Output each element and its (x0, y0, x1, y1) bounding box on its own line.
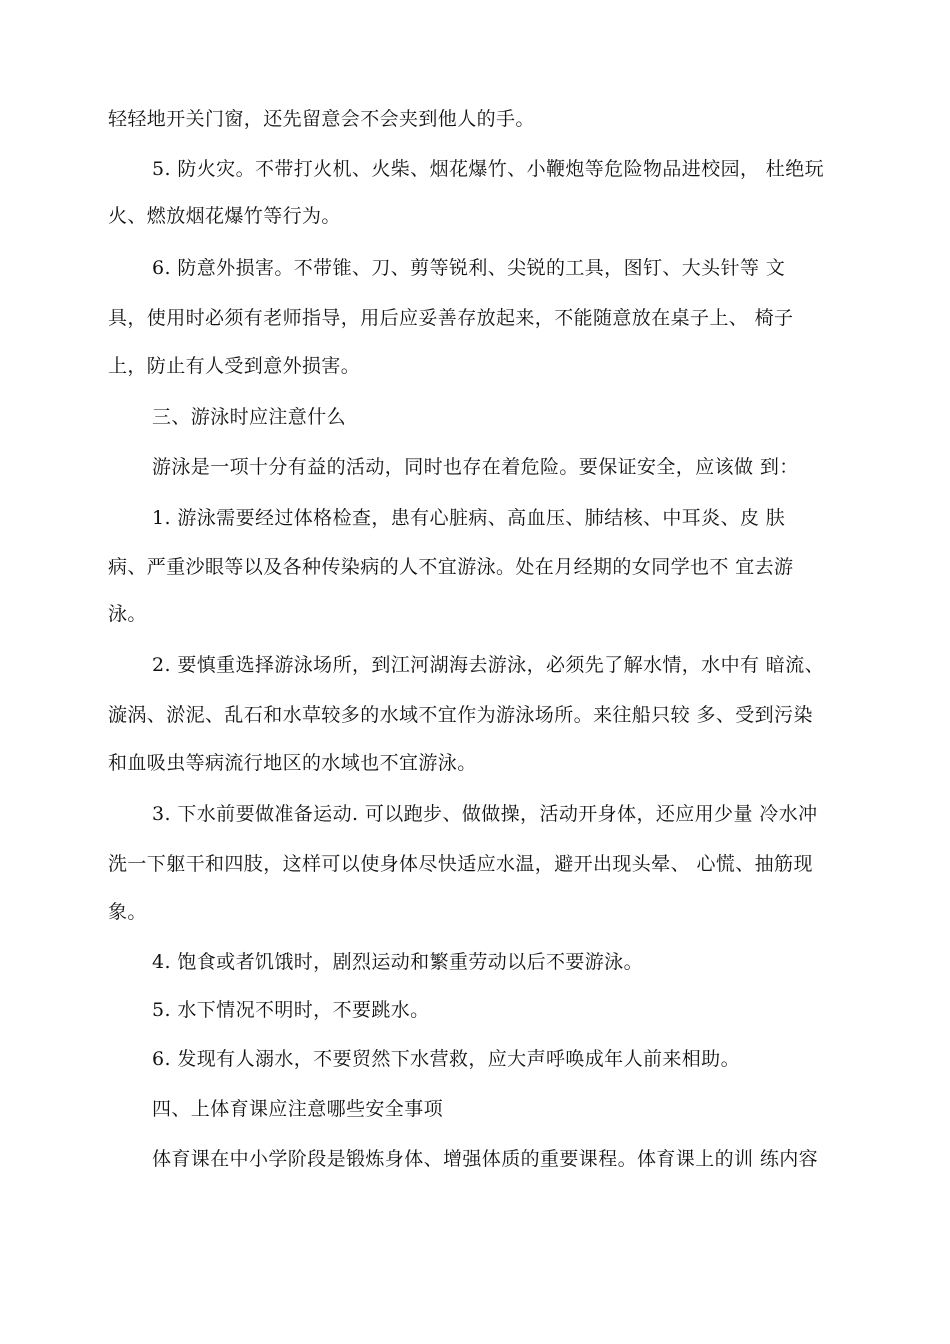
section-heading-swimming: 三、游泳时应注意什么 (152, 406, 347, 428)
list-item-fire-prevention: 5. 防火灾。不带打火机、火柴、烟花爆竹、小鞭炮等危险物品进校园， 杜绝玩 (152, 158, 825, 180)
paragraph-line: 病、严重沙眼等以及各种传染病的人不宜游泳。处在月经期的女同学也不 宜去游 (108, 556, 794, 578)
list-item-swim-6: 6. 发现有人溺水，不要贸然下水营救，应大声呼唤成年人前来相助。 (152, 1048, 740, 1070)
section-heading-pe-class: 四、上体育课应注意哪些安全事项 (152, 1098, 444, 1120)
list-item-accident-prevention: 6. 防意外损害。不带锥、刀、剪等锐利、尖锐的工具，图钉、大头针等 文 (152, 257, 786, 279)
paragraph-line: 游泳是一项十分有益的活动，同时也存在着危险。要保证安全，应该做 到： (152, 456, 799, 478)
paragraph-line: 上，防止有人受到意外损害。 (108, 355, 361, 377)
paragraph-line: 具，使用时必须有老师指导，用后应妥善存放起来，不能随意放在桌子上、 椅子 (108, 307, 794, 329)
list-item-swim-1: 1. 游泳需要经过体格检查，患有心脏病、高血压、肺结核、中耳炎、皮 肤 (152, 507, 786, 529)
paragraph-line: 象。 (108, 901, 147, 923)
paragraph-line: 泳。 (108, 603, 147, 625)
paragraph-line: 体育课在中小学阶段是锻炼身体、增强体质的重要课程。体育课上的训 练内容 (152, 1148, 819, 1170)
list-item-swim-4: 4. 饱食或者饥饿时，剧烈运动和繁重劳动以后不要游泳。 (152, 951, 643, 973)
paragraph-line: 火、燃放烟花爆竹等行为。 (108, 205, 341, 227)
list-item-swim-2: 2. 要慎重选择游泳场所，到江河湖海去游泳，必须先了解水情，水中有 暗流、 (152, 654, 825, 676)
list-item-swim-3: 3. 下水前要做准备运动. 可以跑步、做做操，活动开身体，还应用少量 冷水冲 (152, 803, 818, 825)
paragraph-line: 漩涡、淤泥、乱石和水草较多的水域不宜作为游泳场所。来往船只较 多、受到污染 (108, 704, 813, 726)
paragraph-line: 和血吸虫等病流行地区的水域也不宜游泳。 (108, 752, 477, 774)
paragraph-line: 轻轻地开关门窗，还先留意会不会夹到他人的手。 (108, 108, 535, 130)
list-item-swim-5: 5. 水下情况不明时，不要跳水。 (152, 999, 430, 1021)
paragraph-line: 洗一下躯干和四肢，这样可以使身体尽快适应水温，避开出现头晕、 心慌、抽筋现 (108, 853, 813, 875)
